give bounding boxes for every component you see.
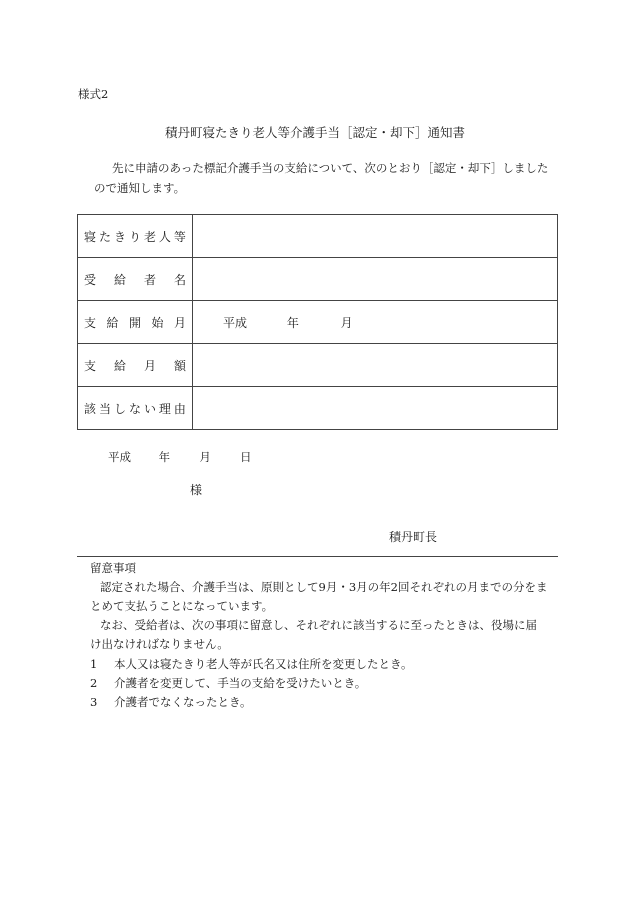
table-row	[78, 215, 558, 258]
label-char: 老	[143, 229, 156, 244]
table-row	[78, 387, 558, 430]
notes-paragraph-1-line-2: とめて支払うことになっています。	[90, 599, 274, 613]
label-char: 月	[173, 315, 186, 330]
label-char: 当	[98, 401, 111, 416]
notes-paragraph-2-line-1: なお、受給者は、次の事項に留意し、それぞれに該当するに至ったときは、役場に届	[100, 618, 537, 632]
label-char: 人	[158, 229, 171, 244]
row-label-recipient	[78, 258, 193, 301]
label-char: た	[98, 229, 111, 244]
date-month: 月	[199, 450, 211, 464]
row-value-start-month[interactable]	[193, 301, 558, 344]
table-row	[78, 258, 558, 301]
list-item-text: 介護者を変更して、手当の支給を受けたいとき。	[114, 676, 367, 690]
notes-paragraph-1-line-1: 認定された場合、介護手当は、原則として9月・3月の年2回それぞれの月までの分をま	[100, 580, 548, 594]
document-title: 積丹町寝たきり老人等介護手当［認定・却下］通知書	[164, 125, 465, 140]
label-char: り	[128, 229, 141, 244]
label-char: 始	[151, 315, 164, 330]
row-value-recipient[interactable]	[193, 258, 558, 301]
date-day: 日	[239, 450, 252, 464]
intro-line-2: ので通知します。	[94, 181, 186, 195]
list-item-number: 1	[90, 657, 98, 671]
label-char: 給	[106, 315, 119, 330]
label-char: き	[113, 229, 126, 244]
label-char: 寝	[84, 229, 97, 244]
row-label-rejection-reason	[78, 387, 193, 430]
list-item-number: 3	[90, 695, 98, 709]
addressee-suffix: 様	[190, 483, 203, 497]
table-row	[78, 344, 558, 387]
row-label-monthly-amount	[78, 344, 193, 387]
row-value-monthly-amount[interactable]	[193, 344, 558, 387]
list-item-text: 介護者でなくなったとき。	[114, 695, 252, 709]
notes-paragraph-2-line-2: け出なければなりません。	[90, 637, 229, 651]
label-char: 者	[143, 272, 156, 287]
month-label: 月	[340, 315, 353, 330]
divider	[77, 556, 558, 557]
list-item	[90, 656, 413, 672]
list-item-number: 2	[90, 676, 98, 690]
row-value-rejection-reason[interactable]	[193, 387, 558, 430]
label-char: 受	[84, 272, 97, 287]
label-char: 開	[128, 315, 141, 330]
row-label-bedridden	[78, 215, 193, 258]
label-char: 名	[173, 272, 186, 287]
date-era: 平成	[108, 450, 131, 464]
label-char: 理	[158, 401, 171, 416]
label-char: 等	[173, 229, 186, 244]
notes-heading: 留意事項	[90, 561, 136, 575]
issue-date	[108, 449, 251, 465]
label-char: 給	[113, 272, 126, 287]
label-char: 支	[84, 358, 97, 373]
row-label-start-month	[78, 301, 193, 344]
list-item-text: 本人又は寝たきり老人等が氏名又は住所を変更したとき。	[114, 657, 413, 671]
label-char: 該	[84, 401, 97, 416]
label-char: 由	[173, 401, 186, 416]
info-table	[77, 214, 558, 430]
date-year: 年	[158, 450, 171, 464]
label-char: 額	[173, 358, 186, 373]
year-label: 年	[286, 315, 299, 330]
label-char: な	[128, 401, 141, 416]
label-char: 給	[113, 358, 126, 373]
era-label: 平成	[223, 315, 248, 330]
list-item	[90, 694, 252, 710]
label-char: 支	[84, 315, 97, 330]
label-char: し	[113, 401, 126, 416]
label-char: い	[143, 401, 156, 416]
list-item	[90, 675, 366, 691]
label-char: 月	[143, 358, 156, 373]
form-code: 様式2	[78, 87, 109, 101]
intro-line-1: 先に申請のあった標記介護手当の支給について、次のとおり［認定・却下］しました	[112, 161, 549, 175]
issuer-name: 積丹町長	[389, 530, 438, 544]
table-row	[78, 301, 558, 344]
row-value-bedridden[interactable]	[193, 215, 558, 258]
